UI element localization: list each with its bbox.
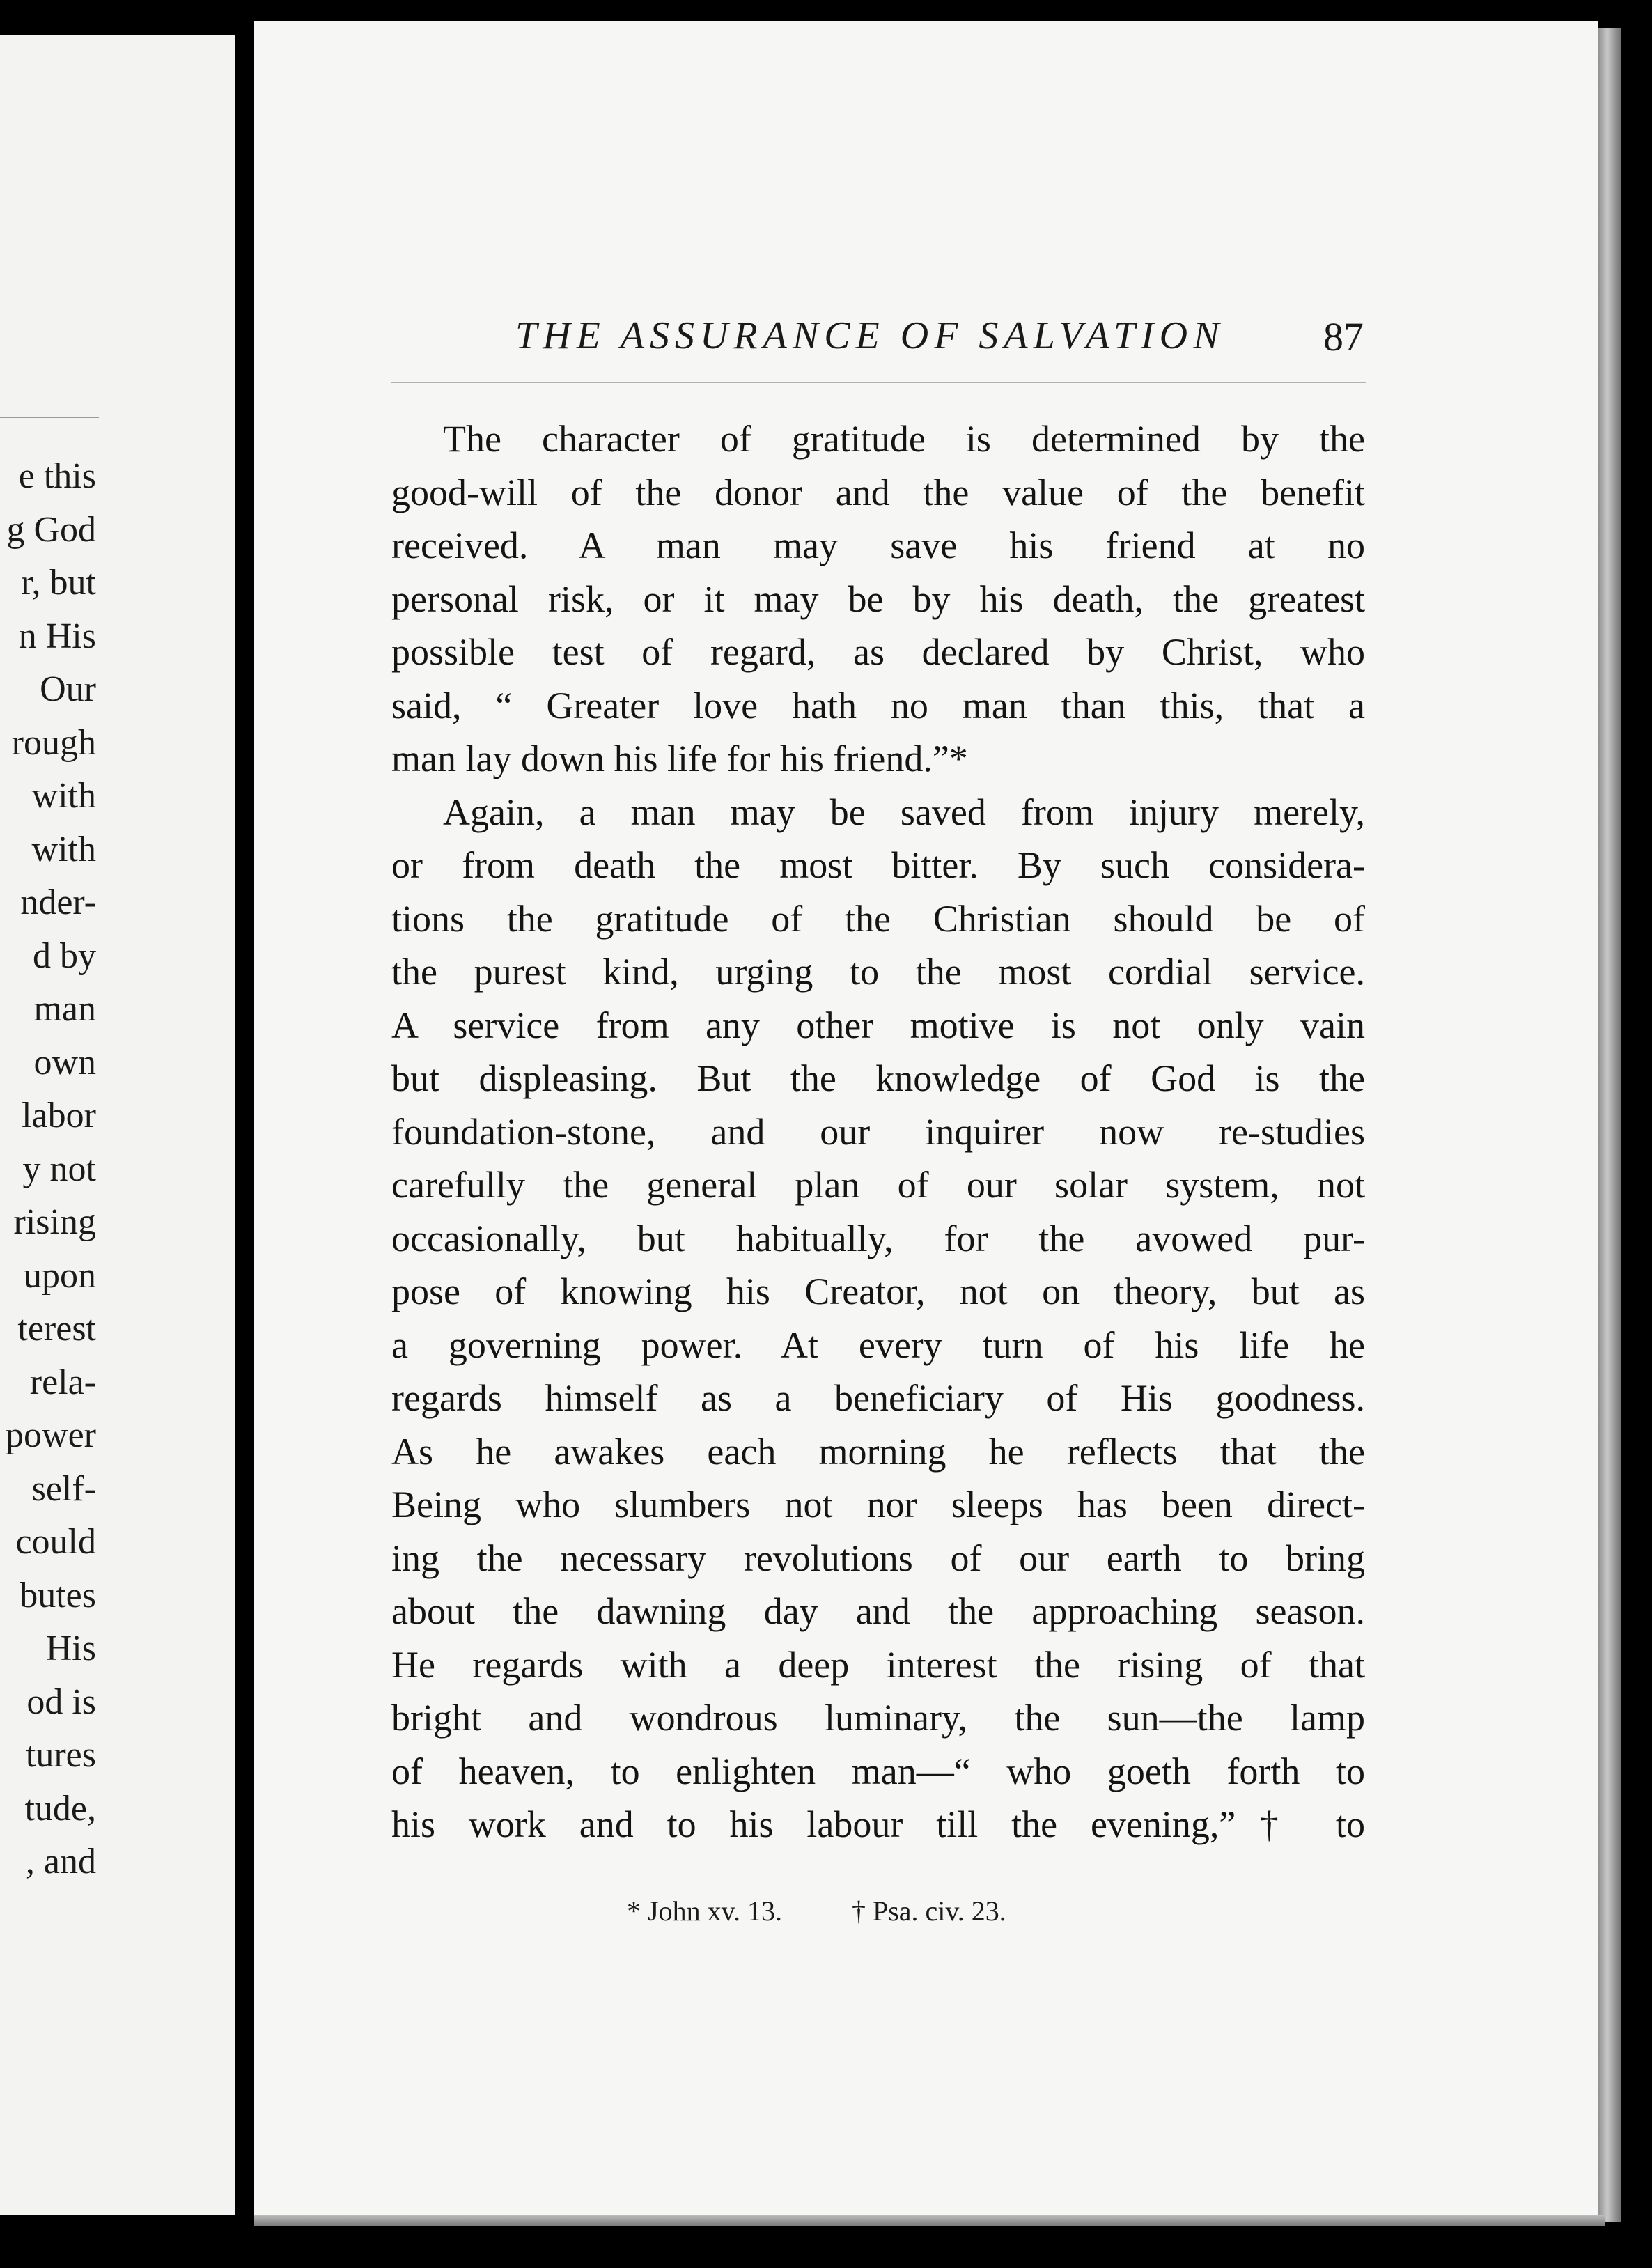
left-line: could [15,1522,96,1562]
left-line: nder- [20,883,96,922]
left-line: g God [6,509,96,550]
text-line: ing the necessary revolutions of our earth to bring [391,1537,1365,1579]
left-line: , and [25,1842,96,1881]
text-line: a governing power. At every turn of his life he [391,1323,1365,1366]
text-line: foundation-stone, and our inquirer now re-studies [391,1110,1365,1153]
left-line: self- [31,1468,96,1509]
left-line: e this [18,456,96,496]
text-line: carefully the general plan of our solar system, not [391,1164,1365,1206]
left-header-rule [0,417,99,418]
left-line: od is [26,1681,96,1722]
left-line: tures [25,1735,96,1775]
text-line: his work and to his labour till the evening,”† to [391,1803,1365,1845]
text-line: A service from any other motive is not only vain [391,1004,1365,1046]
text-line: the purest kind, urging to the most cordial service. [391,951,1365,993]
text-line: He regards with a deep interest the rising of that [391,1643,1365,1686]
left-line: rela- [29,1362,96,1402]
body-text [391,412,1365,1851]
text-line: The character of gratitude is determined by the [443,418,1365,460]
running-head [515,313,1364,369]
text-line: or from death the most bitter. By such considera- [391,844,1365,886]
text-line: of heaven, to enlighten man—“ who goeth forth to [391,1750,1365,1792]
text-line: bright and wondrous luminary, the sun—the lamp [391,1697,1365,1739]
text-line: man lay down his life for his friend.”* [391,738,968,779]
running-head-title: THE ASSURANCE OF SALVATION [515,314,1225,357]
left-line: rising [13,1202,96,1242]
left-line: terest [17,1309,96,1349]
text-line: received. A man may save his friend at no [391,525,1365,566]
left-line: y not [22,1149,96,1189]
left-line: butes [20,1575,96,1615]
text-line: Being who slumbers not nor sleeps has been direct- [391,1484,1365,1525]
text-line: personal risk, or it may be by his death, the greatest [391,577,1365,620]
left-line: man [33,989,96,1029]
left-page [0,35,235,2215]
text-line: said, “ Greater love hath no man than this, that a [391,684,1365,727]
text-line: regards himself as a beneficiary of His goodness. [391,1377,1365,1419]
header-rule [391,382,1366,383]
text-line: but displeasing. But the knowledge of God is the [391,1057,1365,1099]
left-line: His [45,1629,96,1668]
left-line: n His [18,616,96,656]
text-line: possible test of regard, as declared by Christ, who [391,631,1365,673]
left-page-text [6,450,96,1889]
page-edge [1598,28,1621,2222]
left-line: power [6,1415,96,1455]
footnote-2: † Psa. civ. 23. [851,1895,1006,1927]
text-line: about the dawning day and the approaching season. [391,1590,1365,1632]
left-line: r, but [21,563,96,603]
left-line: tude, [24,1788,96,1828]
left-line: d by [33,935,96,976]
left-line: labor [22,1096,96,1135]
text-line: occasionally, but habitually, for the avowed pur- [391,1217,1365,1259]
page-number: 87 [1323,314,1364,359]
page-bottom-edge [254,2215,1605,2226]
footnote-1: * John xv. 13. [627,1895,782,1927]
left-line: Our [40,669,96,709]
left-line: own [33,1042,96,1082]
text-line: tions the gratitude of the Christian should be of [391,897,1365,940]
text-line: good-will of the donor and the value of the benefit [391,471,1365,513]
footnotes [627,1895,1156,1927]
left-line: with [31,776,96,816]
left-line: with [31,829,96,869]
text-line: pose of knowing his Creator, not on theory, but as [391,1271,1365,1312]
text-line: Again, a man may be saved from injury merely, [443,791,1365,833]
left-line: upon [24,1255,96,1296]
left-line: rough [11,722,96,763]
text-line: As he awakes each morning he reflects that the [391,1430,1365,1473]
book-gutter [235,0,254,2268]
